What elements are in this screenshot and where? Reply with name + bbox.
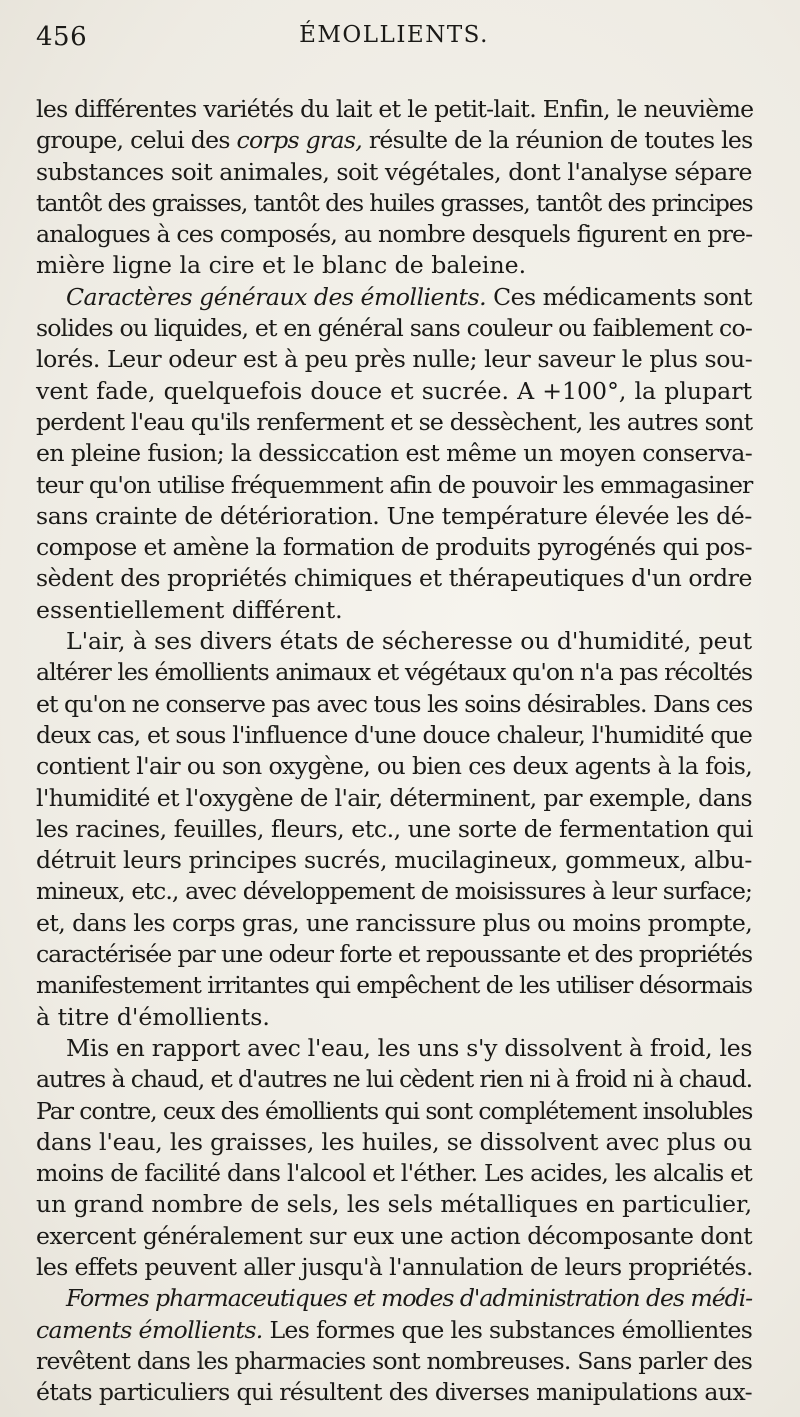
text-line: teur qu'on utilise fréquemment afin de pouvoir les emmagasiner: [36, 470, 753, 499]
text-line: mière ligne la cire et le blanc de baleine.: [36, 251, 527, 280]
text-line: vent fade, quelquefois douce et sucrée. A +100°, la plupart: [36, 376, 752, 405]
paragraph: [36, 94, 752, 282]
text-line: exercent généralement sur eux une action décomposante dont: [36, 1221, 752, 1250]
running-title: ÉMOLLIENTS.: [299, 22, 489, 48]
page-number: 456: [36, 22, 88, 52]
text-line: altérer les émollients animaux et végétaux qu'on n'a pas récoltés: [36, 658, 753, 687]
text-line: [36, 282, 752, 313]
text-segment: groupe, celui des: [36, 126, 237, 155]
italic-phrase: caments émollients.: [36, 1315, 263, 1344]
text-line: et, dans les corps gras, une rancissure plus ou moins prompte,: [36, 908, 753, 937]
text-line: états particuliers qui résultent des diverses manipulations aux-: [36, 1378, 752, 1407]
text-segment: résulte de la réunion de toutes les: [362, 126, 753, 155]
italic-phrase: corps gras,: [236, 126, 363, 155]
text-line: moins de facilité dans l'alcool et l'éther. Les acides, les alcalis et: [36, 1159, 752, 1188]
text-line: lorés. Leur odeur est à peu près nulle; leur saveur le plus sou-: [36, 345, 753, 374]
text-line: L'air, à ses divers états de sécheresse ou d'humidité, peut: [66, 627, 752, 656]
text-line: les effets peuvent aller jusqu'à l'annulation de leurs propriétés.: [36, 1252, 753, 1281]
paragraph: [36, 1283, 752, 1408]
text-line: [36, 1315, 752, 1346]
text-segment: Ces médicaments sont: [486, 282, 752, 311]
text-line: un grand nombre de sels, les sels métalliques en particulier,: [36, 1190, 752, 1219]
text-segment: Les formes que les substances émollientes: [262, 1315, 753, 1344]
text-line: deux cas, et sous l'influence d'une douce chaleur, l'humidité que: [36, 720, 753, 749]
page-body: [36, 94, 752, 1408]
text-line: et qu'on ne conserve pas avec tous les soins désirables. Dans ces: [36, 689, 753, 718]
text-line: les racines, feuilles, fleurs, etc., une sorte de fermentation qui: [36, 814, 753, 843]
text-line: à titre d'émollients.: [36, 1002, 270, 1031]
paragraph: [36, 282, 752, 626]
text-line: détruit leurs principes sucrés, mucilagineux, gommeux, albu-: [36, 846, 753, 875]
text-line: manifestement irritantes qui empêchent de les utiliser désormais: [36, 971, 753, 1000]
text-line: revêtent dans les pharmacies sont nombreuses. Sans parler des: [36, 1346, 752, 1375]
text-line: substances soit animales, soit végétales, dont l'analyse sépare: [36, 157, 752, 186]
text-line: [36, 125, 752, 156]
page-header: [36, 22, 752, 58]
text-line: caractérisée par une odeur forte et repoussante et des propriétés: [36, 940, 752, 969]
text-line: mineux, etc., avec développement de moisissures à leur surface;: [36, 877, 753, 906]
text-line: sans crainte de détérioration. Une température élevée les dé-: [36, 501, 752, 530]
text-line: essentiellement différent.: [36, 595, 343, 624]
text-line: en pleine fusion; la dessiccation est même un moyen conserva-: [36, 439, 753, 468]
text-line: Par contre, ceux des émollients qui sont complétement insolubles: [36, 1096, 753, 1125]
text-line: l'humidité et l'oxygène de l'air, déterminent, par exemple, dans: [36, 783, 752, 812]
italic-phrase: Caractères généraux des émollients.: [66, 282, 487, 311]
text-line: sèdent des propriétés chimiques et thérapeutiques d'un ordre: [36, 564, 752, 593]
text-line: solides ou liquides, et en général sans couleur ou faiblement co-: [36, 314, 752, 343]
text-line: [36, 1283, 752, 1314]
italic-phrase: Formes pharmaceutiques et modes d'administration des médi-: [66, 1284, 752, 1313]
text-line: perdent l'eau qu'ils renferment et se dessèchent, les autres sont: [36, 407, 753, 436]
text-line: dans l'eau, les graisses, les huiles, se dissolvent avec plus ou: [36, 1127, 753, 1156]
text-line: autres à chaud, et d'autres ne lui cèdent rien ni à froid ni à chaud.: [36, 1065, 752, 1094]
text-line: compose et amène la formation de produits pyrogénés qui pos-: [36, 533, 752, 562]
text-line: tantôt des graisses, tantôt des huiles grasses, tantôt des principes: [36, 188, 753, 217]
paragraph: [36, 626, 752, 1033]
paragraph: [36, 1033, 752, 1283]
text-line: Mis en rapport avec l'eau, les uns s'y dissolvent à froid, les: [66, 1033, 753, 1062]
text-line: contient l'air ou son oxygène, ou bien ces deux agents à la fois,: [36, 752, 753, 781]
text-line: analogues à ces composés, au nombre desquels figurent en pre-: [36, 220, 753, 249]
text-line: les différentes variétés du lait et le petit-lait. Enfin, le neuvième: [36, 95, 754, 123]
